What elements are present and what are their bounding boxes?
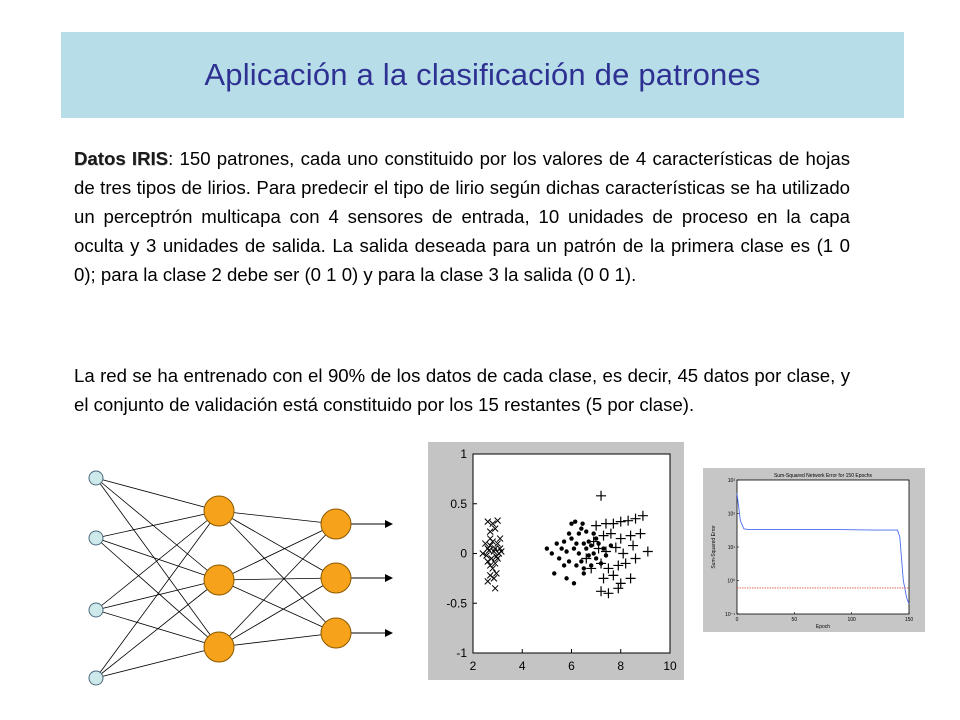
scatter-point-dot: [573, 519, 577, 523]
x-axis-label: Epoch: [815, 624, 831, 630]
scatter-point-dot: [552, 571, 556, 575]
output-node: [321, 509, 351, 539]
scatter-point-dot: [559, 546, 563, 550]
hidden-output-connection: [219, 578, 336, 580]
input-node: [89, 531, 103, 545]
scatter-point-dot: [582, 566, 586, 570]
input-hidden-connection: [96, 538, 219, 647]
scatter-point-dot: [577, 551, 581, 555]
input-hidden-connection: [96, 478, 219, 511]
scatter-point-dot: [582, 541, 586, 545]
x-tick-label: 4: [518, 659, 526, 673]
scatter-point-dot: [564, 576, 568, 580]
error-curve-figure: [703, 468, 925, 632]
hidden-output-connection: [219, 633, 336, 647]
plot-area: [737, 480, 909, 614]
scatter-point-dot: [582, 571, 586, 575]
plot-area: [473, 454, 670, 653]
x-tick-label: 2: [469, 659, 477, 673]
x-tick-label: 150: [904, 617, 914, 623]
x-tick-label: 100: [847, 617, 856, 623]
input-node: [89, 603, 103, 617]
scatter-point-dot: [587, 553, 591, 557]
scatter-point-dot: [567, 531, 571, 535]
y-tick-label: 10⁻¹: [725, 612, 735, 618]
scatter-point-dot: [545, 546, 549, 550]
y-axis-label: Sum-Squared Error: [711, 525, 717, 569]
scatter-point-dot: [594, 536, 598, 540]
scatter-point-dot: [562, 563, 566, 567]
scatter-point-dot: [564, 549, 568, 553]
x-tick-label: 50: [791, 617, 798, 623]
input-node: [89, 471, 103, 485]
input-hidden-connection: [96, 538, 219, 580]
x-tick-label: 0: [735, 617, 739, 623]
input-hidden-connection: [96, 478, 219, 580]
input-hidden-connection: [96, 647, 219, 678]
scatter-point-dot: [569, 536, 573, 540]
scatter-point-dot: [574, 563, 578, 567]
x-tick-label: 6: [568, 659, 575, 673]
scatter-point-dot: [569, 521, 573, 525]
x-tick-label: 8: [617, 659, 625, 673]
hidden-output-connection: [219, 511, 336, 578]
scatter-point-dot: [550, 551, 554, 555]
scatter-plot-figure: [428, 442, 684, 680]
paragraph-training-description: La red se ha entrenado con el 90% de los datos de cada clase, es decir, 45 datos por clase, y el conjunto de validación está constituido por los 15 restantes (5 por clase).: [74, 365, 850, 415]
y-tick-label: 10¹: [727, 545, 735, 551]
title-banner: [61, 32, 904, 118]
scatter-point-dot: [574, 541, 578, 545]
scatter-point-dot: [591, 531, 595, 535]
scatter-point-dot: [555, 541, 559, 545]
y-tick-label: -0.5: [446, 596, 467, 611]
scatter-point-dot: [577, 531, 581, 535]
hidden-node: [204, 632, 234, 662]
neural-network-diagram: [80, 460, 410, 692]
x-tick-label: 10: [663, 659, 677, 673]
scatter-point-dot: [589, 543, 593, 547]
input-hidden-connection: [96, 511, 219, 538]
chart-title: Sum-Squared Network Error for 150 Epochs: [773, 473, 873, 479]
input-hidden-connection: [96, 478, 219, 647]
scatter-point-dot: [579, 559, 583, 563]
slide-title: Aplicación a la clasificación de patrones: [204, 57, 761, 92]
scatter-point-dot: [594, 556, 598, 560]
scatter-point-dot: [579, 526, 583, 530]
hidden-node: [204, 565, 234, 595]
hidden-node: [204, 496, 234, 526]
y-tick-label: 10³: [727, 478, 735, 484]
y-tick-label: 10⁰: [727, 578, 735, 585]
y-tick-label: 10²: [727, 511, 735, 518]
scatter-point-dot: [580, 521, 584, 525]
scatter-point-dot: [572, 546, 576, 550]
output-node: [321, 563, 351, 593]
output-node: [321, 618, 351, 648]
scatter-point-dot: [562, 539, 566, 543]
scatter-point-dot: [584, 529, 588, 533]
scatter-point-dot: [557, 556, 561, 560]
iris-description-text: : 150 patrones, cada uno constituido por los valores de 4 características de hojas de tres tipos de lirios. Para predecir el tipo de lirio según dichas características se ha utilizado un perceptrón multicapa con 4 sensores de entrada, 10 unidades de proceso en la capa oculta y 3 unidades de salida. La salida deseada para un patrón de la primera clase es (1 0 0); para la clase 2 debe ser (0 1 0) y para la clase 3 la salida (0 0 1).: [74, 148, 850, 285]
hidden-output-connection: [219, 511, 336, 524]
paragraph-iris-description: [74, 144, 850, 289]
scatter-plot: [428, 442, 684, 680]
scatter-point-dot: [567, 559, 571, 563]
hidden-output-connection: [219, 524, 336, 647]
error-curve-chart: [703, 468, 925, 632]
y-tick-label: 0.5: [450, 496, 467, 511]
scatter-point-dot: [572, 581, 576, 585]
scatter-point-dot: [591, 551, 595, 555]
y-tick-label: -1: [456, 646, 467, 660]
iris-term: Datos IRIS: [74, 148, 169, 169]
scatter-point-dot: [584, 546, 588, 550]
input-node: [89, 671, 103, 685]
y-tick-label: 1: [460, 447, 467, 461]
y-tick-label: 0: [460, 546, 467, 561]
